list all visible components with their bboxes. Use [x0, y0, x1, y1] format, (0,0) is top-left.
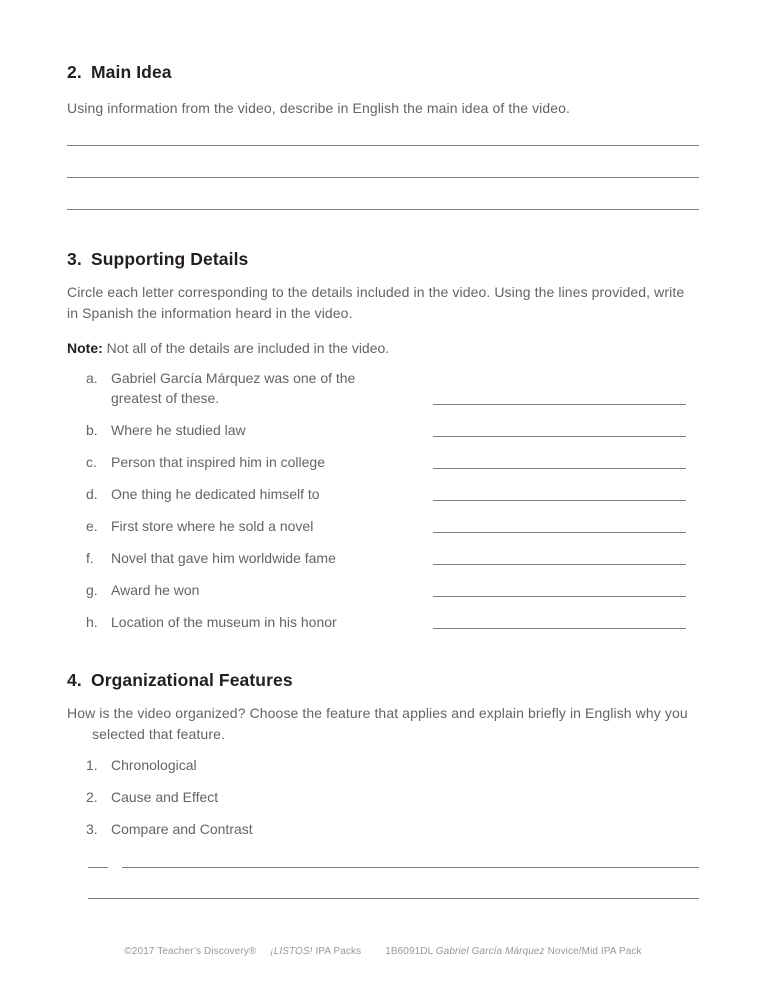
answer-blank-line — [433, 436, 686, 437]
writing-line — [67, 146, 699, 178]
item-text — [111, 420, 373, 440]
section-heading-main-idea — [67, 61, 699, 83]
section-heading-supporting-details — [67, 248, 699, 270]
item-text-line: Location of the museum in his honor — [111, 614, 337, 630]
item-text-line: Gabriel García Márquez was one of the — [111, 370, 356, 386]
option-compare-and-contrast — [67, 819, 699, 839]
footer-product-title: Gabriel García Márquez — [435, 946, 545, 957]
item-letter: d. — [86, 486, 98, 502]
item-text — [111, 612, 373, 632]
instructions-text: selected that feature. — [92, 726, 225, 742]
option-label: Cause and Effect — [111, 789, 219, 805]
detail-item-a — [67, 368, 699, 408]
detail-item-f — [67, 548, 699, 568]
item-text — [111, 548, 373, 568]
item-text-line: Person that inspired him in college — [111, 454, 326, 470]
page-footer — [67, 945, 699, 959]
section-number: 3. — [67, 249, 82, 269]
detail-item-d — [67, 484, 699, 504]
option-number: 3. — [86, 821, 98, 837]
section-title: Supporting Details — [91, 249, 249, 269]
item-text — [111, 516, 373, 536]
item-text — [111, 368, 373, 408]
answer-blank-line — [433, 500, 686, 501]
detail-item-e — [67, 516, 699, 536]
option-number: 1. — [86, 757, 98, 773]
option-label: Compare and Contrast — [111, 821, 253, 837]
item-text — [111, 452, 373, 472]
section-number: 2. — [67, 62, 82, 82]
footer-product-code: 1B6091DL — [385, 946, 433, 957]
writing-line — [67, 178, 699, 210]
section-title: Main Idea — [91, 62, 172, 82]
item-letter: b. — [86, 422, 98, 438]
organizational-features-instructions — [67, 703, 699, 745]
item-letter: a. — [86, 370, 98, 386]
detail-item-g — [67, 580, 699, 600]
option-cause-and-effect — [67, 787, 699, 807]
footer-product — [385, 945, 641, 959]
footer-product-suffix: Novice/Mid IPA Pack — [547, 946, 642, 957]
answer-blank-line — [433, 404, 686, 405]
option-number: 2. — [86, 789, 98, 805]
option-label: Chronological — [111, 757, 197, 773]
instructions-text: Using information from the video, describe in English the main idea of the video. — [67, 100, 571, 116]
item-text-line: One thing he dedicated himself to — [111, 486, 320, 502]
feature-options-list — [67, 755, 699, 839]
item-text-line: Novel that gave him worldwide fame — [111, 550, 336, 566]
item-text — [111, 580, 373, 600]
instructions-text: Circle each letter corresponding to the details included in the video. Using the lines provided, write — [67, 284, 685, 300]
item-text-line: Award he won — [111, 582, 200, 598]
item-text — [111, 484, 373, 504]
item-letter: g. — [86, 582, 98, 598]
selected-feature-answer-row — [67, 867, 699, 868]
detail-item-c — [67, 452, 699, 472]
explanation-line — [88, 898, 699, 899]
item-text-line: First store where he sold a novel — [111, 518, 314, 534]
detail-items-list — [67, 368, 699, 632]
footer-copyright: ©2017 Teacher’s Discovery® — [124, 946, 257, 957]
selected-feature-blank — [88, 867, 108, 868]
answer-blank-line — [433, 532, 686, 533]
section-number: 4. — [67, 670, 82, 690]
main-idea-instructions — [67, 98, 699, 119]
item-text-line: greatest of these. — [111, 390, 220, 406]
detail-item-b — [67, 420, 699, 440]
detail-item-h — [67, 612, 699, 632]
item-letter: f. — [86, 550, 94, 566]
item-letter: h. — [86, 614, 98, 630]
footer-series-title: ¡LISTOS! — [270, 946, 313, 957]
answer-blank-line — [433, 628, 686, 629]
item-text-line: Where he studied law — [111, 422, 246, 438]
item-letter: c. — [86, 454, 97, 470]
answer-blank-line — [433, 596, 686, 597]
instructions-text: How is the video organized? Choose the feature that applies and explain briefly in English why you — [67, 705, 688, 721]
answer-blank-line — [433, 468, 686, 469]
footer-series — [270, 945, 361, 959]
note — [67, 338, 699, 359]
explanation-line — [122, 867, 699, 868]
section-title: Organizational Features — [91, 670, 293, 690]
footer-series-suffix: IPA Packs — [315, 946, 362, 957]
supporting-details-instructions — [67, 282, 699, 324]
writing-line — [67, 119, 699, 146]
note-label: Note: — [67, 340, 103, 356]
note-text: Not all of the details are included in the video. — [106, 340, 390, 356]
section-heading-organizational-features — [67, 669, 699, 691]
item-letter: e. — [86, 518, 98, 534]
answer-blank-line — [433, 564, 686, 565]
instructions-text: in Spanish the information heard in the video. — [67, 305, 353, 321]
option-chronological — [67, 755, 699, 775]
